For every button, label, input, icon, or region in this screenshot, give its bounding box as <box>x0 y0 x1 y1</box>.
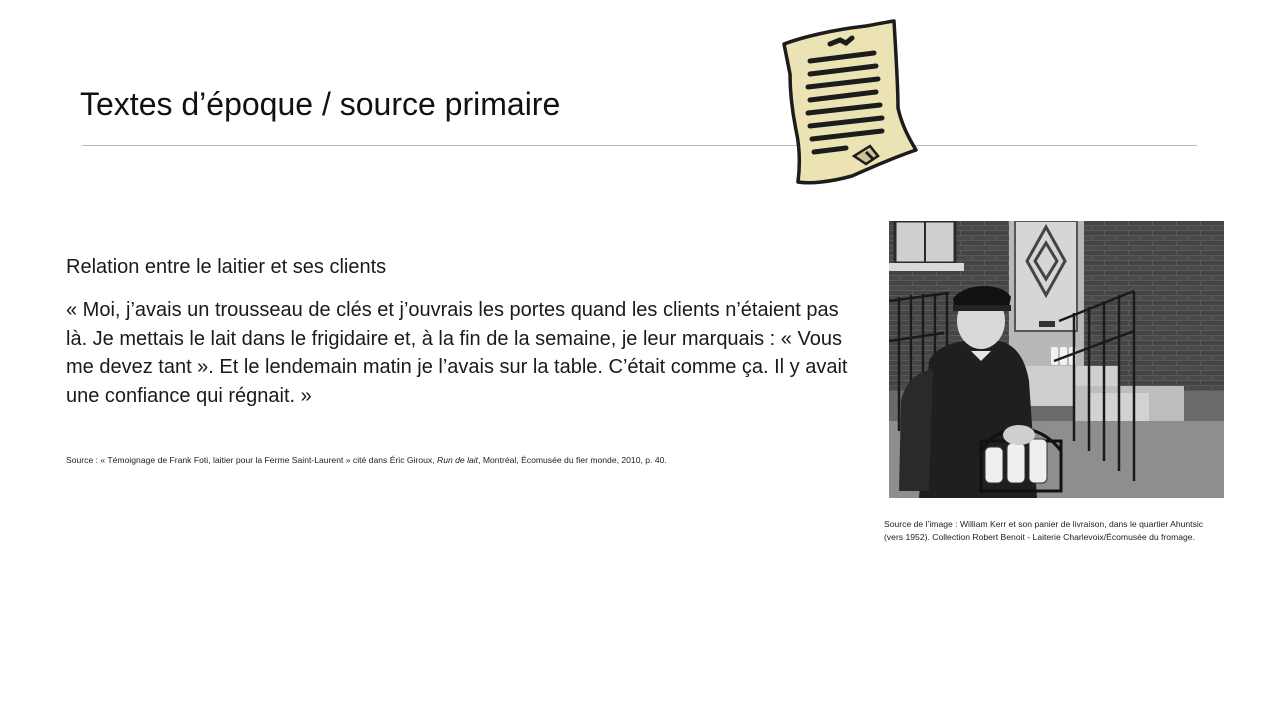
scroll-document-icon <box>770 16 920 186</box>
section-subtitle: Relation entre le laitier et ses clients <box>66 256 387 278</box>
title-divider <box>82 145 1197 146</box>
citation-prefix: Source : « Témoignage de Frank Foti, laitier pour la Ferme Saint-Laurent » cité dans Éric Giroux, <box>66 455 437 465</box>
citation-book-title: Run de lait <box>436 455 479 465</box>
slide-title: Textes d’époque / source primaire <box>80 86 561 122</box>
testimony-quote: « Moi, j’avais un trousseau de clés et j’ouvrais les portes quand les clients n’étaient pas là. Je mettais le lait dans le frigidaire et, à la fin de la semaine, je leur marquais : « Vous me devez tant ». Et le lendemain matin je l’avais sur la table. C’était comme ça. Il y avait une confiance qui régnait. » <box>66 299 848 407</box>
photo-caption: Source de l’image : William Kerr et son panier de livraison, dans le quartier Ahuntsic (vers 1952). Collection Robert Benoit - Laiterie Charlevoix/Écomusée du fromage. <box>884 519 1204 542</box>
milkman-photo <box>889 221 1224 498</box>
quote-citation <box>66 455 856 465</box>
citation-suffix: , Montréal, Écomusée du fier monde, 2010, p. 40. <box>478 455 667 465</box>
